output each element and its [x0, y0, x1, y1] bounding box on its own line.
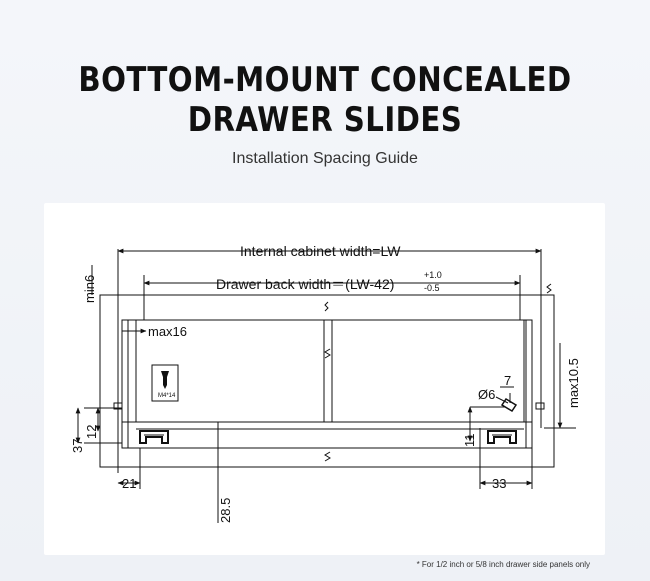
internal-width-label: Internal cabinet width=LW [240, 243, 401, 259]
dim-21-label: 21 [122, 476, 137, 491]
right-rail [488, 431, 516, 443]
diagram-panel [44, 203, 605, 555]
dim-12-label: 12 [84, 424, 99, 439]
max10-5-label: max10.5 [566, 358, 581, 408]
page-title [46, 60, 605, 140]
left-rail [140, 431, 168, 443]
right-screw [536, 403, 544, 409]
title-line-2: DRAWER SLIDES [187, 100, 463, 140]
dim-33-label: 33 [492, 476, 507, 491]
dim-28-5-label: 28.5 [218, 497, 233, 523]
footnote: * For 1/2 inch or 5/8 inch drawer side panels only [416, 560, 590, 569]
title-line-1: BOTTOM-MOUNT CONCEALED [78, 60, 572, 100]
dim-7-label: 7 [504, 373, 512, 388]
installation-diagram [44, 203, 605, 555]
tolerance-plus: +1.0 [424, 270, 442, 280]
min6-label: min6 [82, 274, 97, 303]
page-subtitle: Installation Spacing Guide [232, 150, 418, 167]
dim-phi6-label: Ø6 [478, 387, 496, 402]
drawer-back-width-label: Drawer back width＝(LW-42) [216, 276, 395, 292]
dim-37-label: 37 [70, 438, 85, 453]
max16-label: max16 [148, 324, 188, 339]
screw-label: M4*14 [158, 393, 176, 399]
dim-11-label: 11 [462, 433, 477, 447]
tolerance-minus: -0.5 [424, 283, 440, 293]
